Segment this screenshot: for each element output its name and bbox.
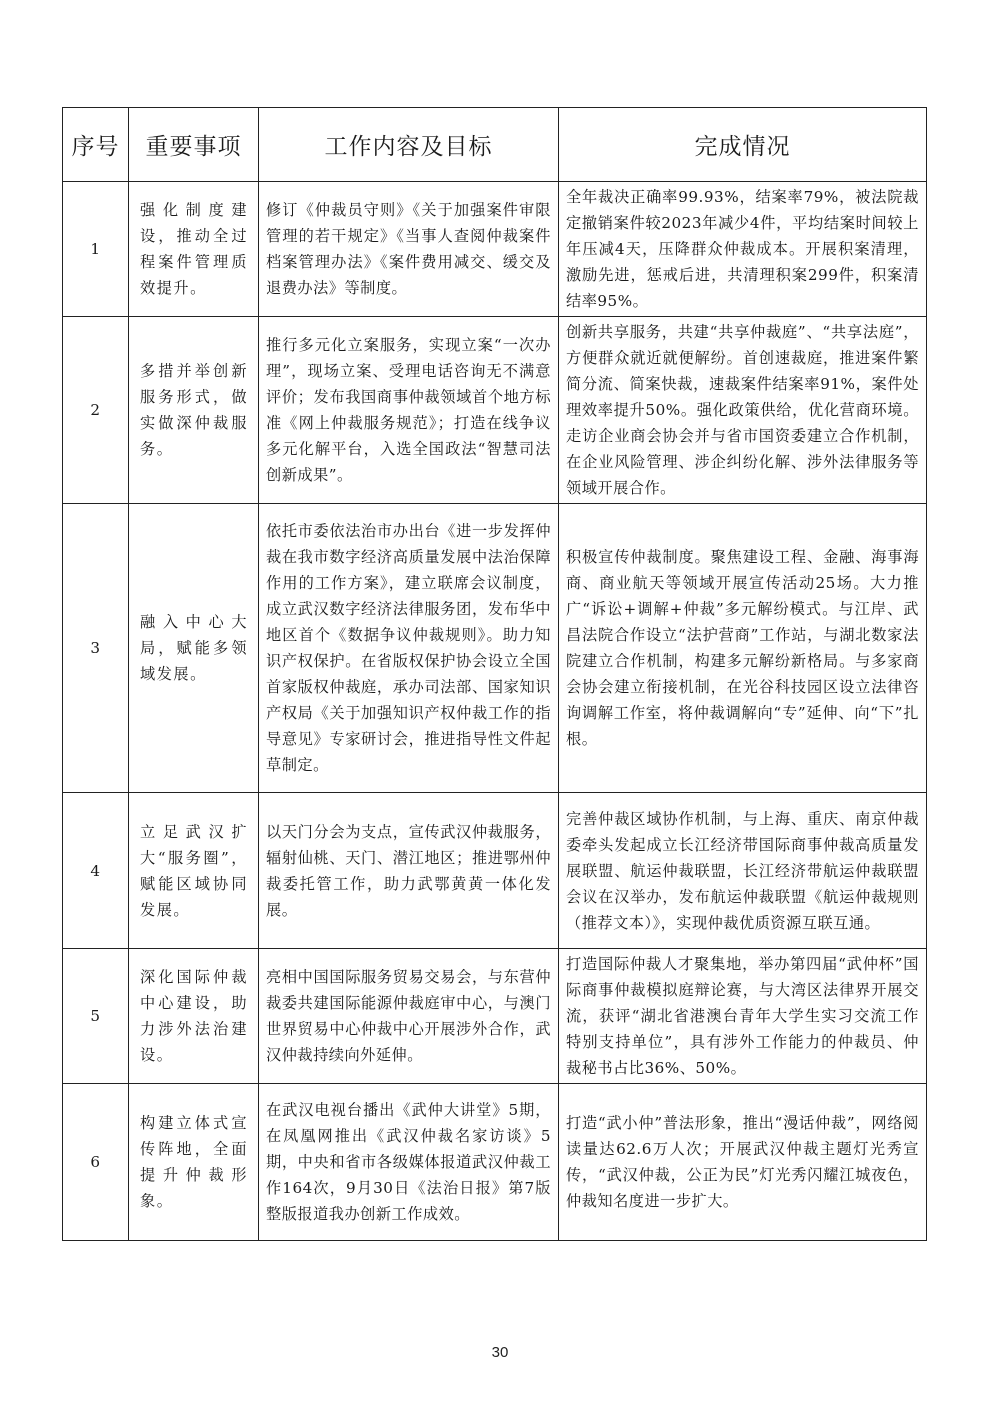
row-result: 创新共享服务，共建“共享仲裁庭”、“共享法庭”，方便群众就近就便解纷。首创速裁庭，推进案件繁简分流、简案快裁，速裁案件结案率91%，案件处理效率提升50%。强化政策供给，优化营商环境。走访企业商会协会并与省市国资委建立合作机制，在企业风险管理、涉企纠纷化解、涉外法律服务等领域开展合作。	[559, 317, 927, 504]
table-row	[63, 317, 927, 504]
row-content: 亮相中国国际服务贸易交易会，与东营仲裁委共建国际能源仲裁庭审中心，与澳门世界贸易中心仲裁中心开展涉外合作，武汉仲裁持续向外延伸。	[259, 949, 559, 1084]
row-item: 多措并举创新服务形式，做实做深仲裁服务。	[129, 317, 259, 504]
row-item: 强化制度建设，推动全过程案件管理质效提升。	[129, 182, 259, 317]
row-result: 积极宣传仲裁制度。聚焦建设工程、金融、海事海商、商业航天等领域开展宣传活动25场。大力推广“诉讼+调解+仲裁”多元解纷模式。与江岸、武昌法院合作设立“法护营商”工作站，与湖北数家法院建立合作机制，构建多元解纷新格局。与多家商会协会建立衔接机制，在光谷科技园区设立法律咨询调解工作室，将仲裁调解向“专”延伸、向“下”扎根。	[559, 504, 927, 793]
page-number: 30	[491, 1344, 509, 1361]
row-number: 2	[63, 317, 129, 504]
table-header-row	[63, 108, 927, 182]
table-row	[63, 793, 927, 949]
header-item: 重要事项	[129, 108, 259, 182]
row-result: 完善仲裁区域协作机制，与上海、重庆、南京仲裁委牵头发起成立长江经济带国际商事仲裁高质量发展联盟、航运仲裁联盟，长江经济带航运仲裁联盟会议在汉举办，发布航运仲裁联盟《航运仲裁规则（推荐文本）》，实现仲裁优质资源互联互通。	[559, 793, 927, 949]
row-item: 构建立体式宣传阵地，全面提升仲裁形象。	[129, 1084, 259, 1241]
row-number: 6	[63, 1084, 129, 1241]
table-row	[63, 1084, 927, 1241]
row-number: 3	[63, 504, 129, 793]
header-result: 完成情况	[559, 108, 927, 182]
header-content: 工作内容及目标	[259, 108, 559, 182]
row-content: 依托市委依法治市办出台《进一步发挥仲裁在我市数字经济高质量发展中法治保障作用的工作方案》，建立联席会议制度，成立武汉数字经济法律服务团，发布华中地区首个《数据争议仲裁规则》。助力知识产权保护。在省版权保护协会设立全国首家版权仲裁庭，承办司法部、国家知识产权局《关于加强知识产权仲裁工作的指导意见》专家研讨会，推进指导性文件起草制定。	[259, 504, 559, 793]
row-content: 在武汉电视台播出《武仲大讲堂》5期，在凤凰网推出《武汉仲裁名家访谈》5期，中央和省市各级媒体报道武汉仲裁工作164次，9月30日《法治日报》第7版整版报道我办创新工作成效。	[259, 1084, 559, 1241]
row-content: 以天门分会为支点，宣传武汉仲裁服务，辐射仙桃、天门、潜江地区；推进鄂州仲裁委托管工作，助力武鄂黄黄一体化发展。	[259, 793, 559, 949]
row-content: 推行多元化立案服务，实现立案“一次办理”，现场立案、受理电话咨询无不满意评价；发布我国商事仲裁领域首个地方标准《网上仲裁服务规范》；打造在线争议多元化解平台，入选全国政法“智慧司法创新成果”。	[259, 317, 559, 504]
table-row	[63, 949, 927, 1084]
row-result: 打造“武小仲”普法形象，推出“漫话仲裁”，网络阅读量达62.6万人次；开展武汉仲裁主题灯光秀宣传，“武汉仲裁，公正为民”灯光秀闪耀江城夜色，仲裁知名度进一步扩大。	[559, 1084, 927, 1241]
work-summary-table	[62, 107, 927, 1241]
row-content: 修订《仲裁员守则》《关于加强案件审限管理的若干规定》《当事人查阅仲裁案件档案管理办法》《案件费用减交、缓交及退费办法》等制度。	[259, 182, 559, 317]
row-item: 深化国际仲裁中心建设，助力涉外法治建设。	[129, 949, 259, 1084]
row-item: 融入中心大局，赋能多领域发展。	[129, 504, 259, 793]
row-number: 4	[63, 793, 129, 949]
header-number: 序号	[63, 108, 129, 182]
row-result: 全年裁决正确率99.93%，结案率79%，被法院裁定撤销案件较2023年减少4件，平均结案时间较上年压减4天，压降群众仲裁成本。开展积案清理，激励先进，惩戒后进，共清理积案299件，积案清结率95%。	[559, 182, 927, 317]
row-result: 打造国际仲裁人才聚集地，举办第四届“武仲杯”国际商事仲裁模拟庭辩论赛，与大湾区法律界开展交流，获评“湖北省港澳台青年大学生实习交流工作特别支持单位”，具有涉外工作能力的仲裁员、仲裁秘书占比36%、50%。	[559, 949, 927, 1084]
row-number: 5	[63, 949, 129, 1084]
table-row	[63, 182, 927, 317]
row-item: 立足武汉扩大“服务圈”，赋能区域协同发展。	[129, 793, 259, 949]
table-row	[63, 504, 927, 793]
row-number: 1	[63, 182, 129, 317]
